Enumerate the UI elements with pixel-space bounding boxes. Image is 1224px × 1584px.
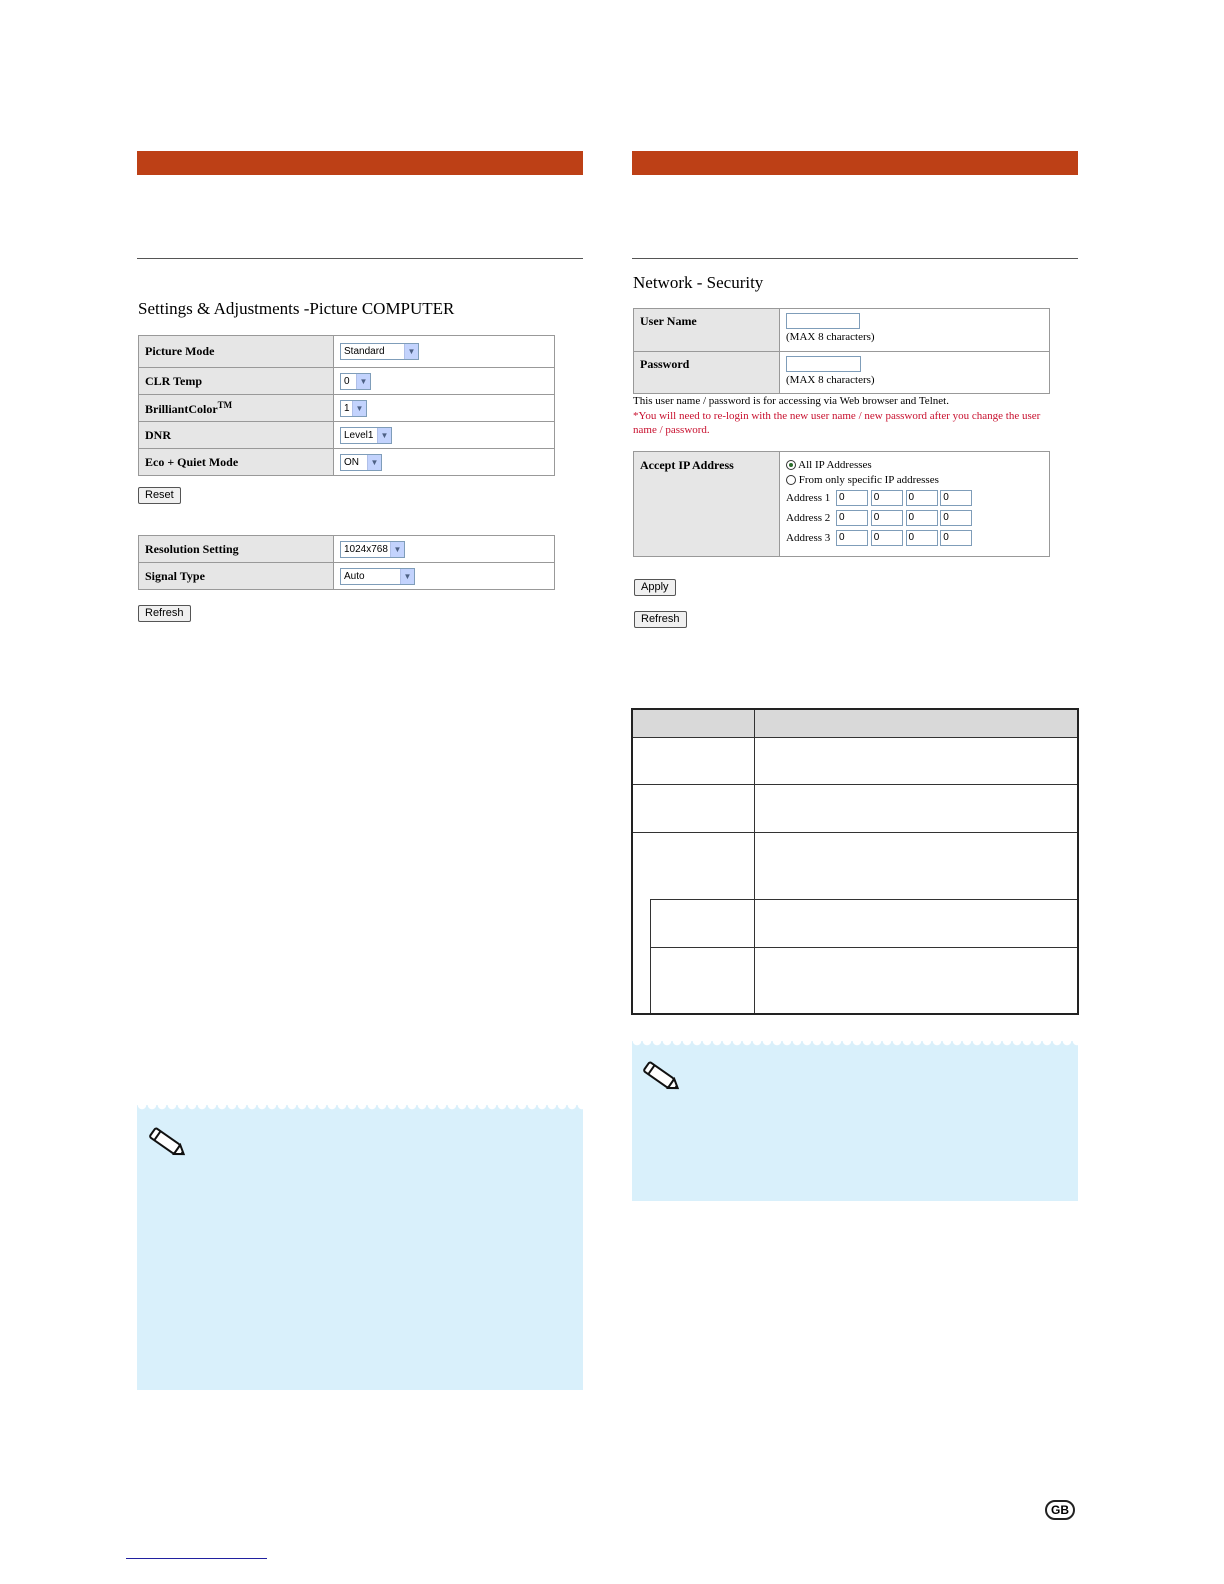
address-2-octet-1[interactable]: 0 (836, 510, 868, 526)
table-row (634, 452, 1050, 557)
address-2-octet-4[interactable]: 0 (940, 510, 972, 526)
section-header-bar-right (632, 151, 1078, 175)
signal-type-select[interactable]: Auto ▼ (340, 568, 415, 585)
relogin-warning-text: *You will need to re-login with the new user name / new password after you change the user name / password. (633, 410, 1041, 436)
address-2-octet-2[interactable]: 0 (871, 510, 903, 526)
password-hint: (MAX 8 characters) (786, 374, 875, 387)
chevron-down-icon[interactable]: ▼ (377, 428, 391, 443)
reset-button[interactable]: Reset (138, 487, 181, 504)
brilliantcolor-label: BrilliantColor™ (139, 395, 334, 422)
resolution-setting-select[interactable]: 1024x768 ▼ (340, 541, 405, 558)
address-1-octet-4[interactable]: 0 (940, 490, 972, 506)
chevron-down-icon[interactable]: ▼ (400, 569, 414, 584)
refresh-button-right[interactable]: Refresh (634, 611, 687, 628)
table-row (139, 563, 555, 590)
all-ip-option[interactable]: All IP Addresses (786, 458, 1043, 473)
table-row (139, 422, 555, 449)
address-row-2: Address 2 0 0 0 0 (786, 510, 1043, 526)
specific-ip-radio[interactable] (786, 475, 796, 485)
dnr-select[interactable]: Level1 ▼ (340, 427, 392, 444)
address-1-octet-1[interactable]: 0 (836, 490, 868, 506)
specific-ip-option[interactable]: From only specific IP addresses (786, 473, 1043, 488)
accept-ip-address-label: Accept IP Address (634, 452, 780, 557)
apply-button[interactable]: Apply (634, 579, 676, 596)
user-name-input[interactable] (786, 313, 860, 329)
address-2-octet-3[interactable]: 0 (906, 510, 938, 526)
resolution-setting-label: Resolution Setting (139, 536, 334, 563)
user-name-hint: (MAX 8 characters) (786, 331, 875, 344)
section-header-bar-left (137, 151, 583, 175)
note-box-right (632, 1041, 1078, 1201)
refresh-button-left[interactable]: Refresh (138, 605, 191, 622)
table-row (634, 352, 1050, 394)
settings-description-grid (631, 708, 1079, 1015)
all-ip-radio[interactable] (786, 460, 796, 470)
region-badge: GB (1045, 1500, 1075, 1520)
table-row (139, 536, 555, 563)
address-1-octet-3[interactable]: 0 (906, 490, 938, 506)
picture-mode-label: Picture Mode (139, 336, 334, 368)
chevron-down-icon[interactable]: ▼ (404, 344, 418, 359)
note-box-left (137, 1105, 583, 1390)
accept-ip-table (633, 451, 1050, 557)
table-row (139, 368, 555, 395)
signal-type-label: Signal Type (139, 563, 334, 590)
chevron-down-icon[interactable]: ▼ (356, 374, 370, 389)
chevron-down-icon[interactable]: ▼ (352, 401, 366, 416)
security-credentials-table (633, 308, 1050, 394)
address-row-1: Address 1 0 0 0 0 (786, 490, 1043, 506)
footer-link-underline (126, 1558, 267, 1559)
eco-quiet-mode-label: Eco + Quiet Mode (139, 449, 334, 476)
eco-quiet-mode-select[interactable]: ON ▼ (340, 454, 382, 471)
section-divider-right (632, 258, 1078, 259)
table-row (634, 309, 1050, 352)
password-input[interactable] (786, 356, 861, 372)
chevron-down-icon[interactable]: ▼ (390, 542, 404, 557)
address-3-octet-1[interactable]: 0 (836, 530, 868, 546)
user-name-label: User Name (634, 309, 780, 352)
address-row-3: Address 3 0 0 0 0 (786, 530, 1043, 546)
network-security-title: Network - Security (633, 273, 764, 292)
picture-mode-select[interactable]: Standard ▼ (340, 343, 419, 360)
address-3-octet-2[interactable]: 0 (871, 530, 903, 546)
picture-settings-table (138, 335, 555, 476)
chevron-down-icon[interactable]: ▼ (367, 455, 381, 470)
address-3-octet-4[interactable]: 0 (940, 530, 972, 546)
table-row (139, 449, 555, 476)
grid-header (633, 710, 1077, 737)
section-divider-left (137, 258, 583, 259)
password-label: Password (634, 352, 780, 394)
resolution-settings-table (138, 535, 555, 590)
clr-temp-label: CLR Temp (139, 368, 334, 395)
table-row (139, 336, 555, 368)
brilliantcolor-select[interactable]: 1 ▼ (340, 400, 367, 417)
address-3-octet-3[interactable]: 0 (906, 530, 938, 546)
credentials-info-text: This user name / password is for accessing via Web browser and Telnet. (633, 395, 949, 407)
pencil-icon (145, 1125, 189, 1161)
address-1-octet-2[interactable]: 0 (871, 490, 903, 506)
clr-temp-select[interactable]: 0 ▼ (340, 373, 371, 390)
table-row (139, 395, 555, 422)
pencil-icon (639, 1059, 683, 1095)
picture-settings-title: Settings & Adjustments -Picture COMPUTER (138, 299, 455, 318)
dnr-label: DNR (139, 422, 334, 449)
